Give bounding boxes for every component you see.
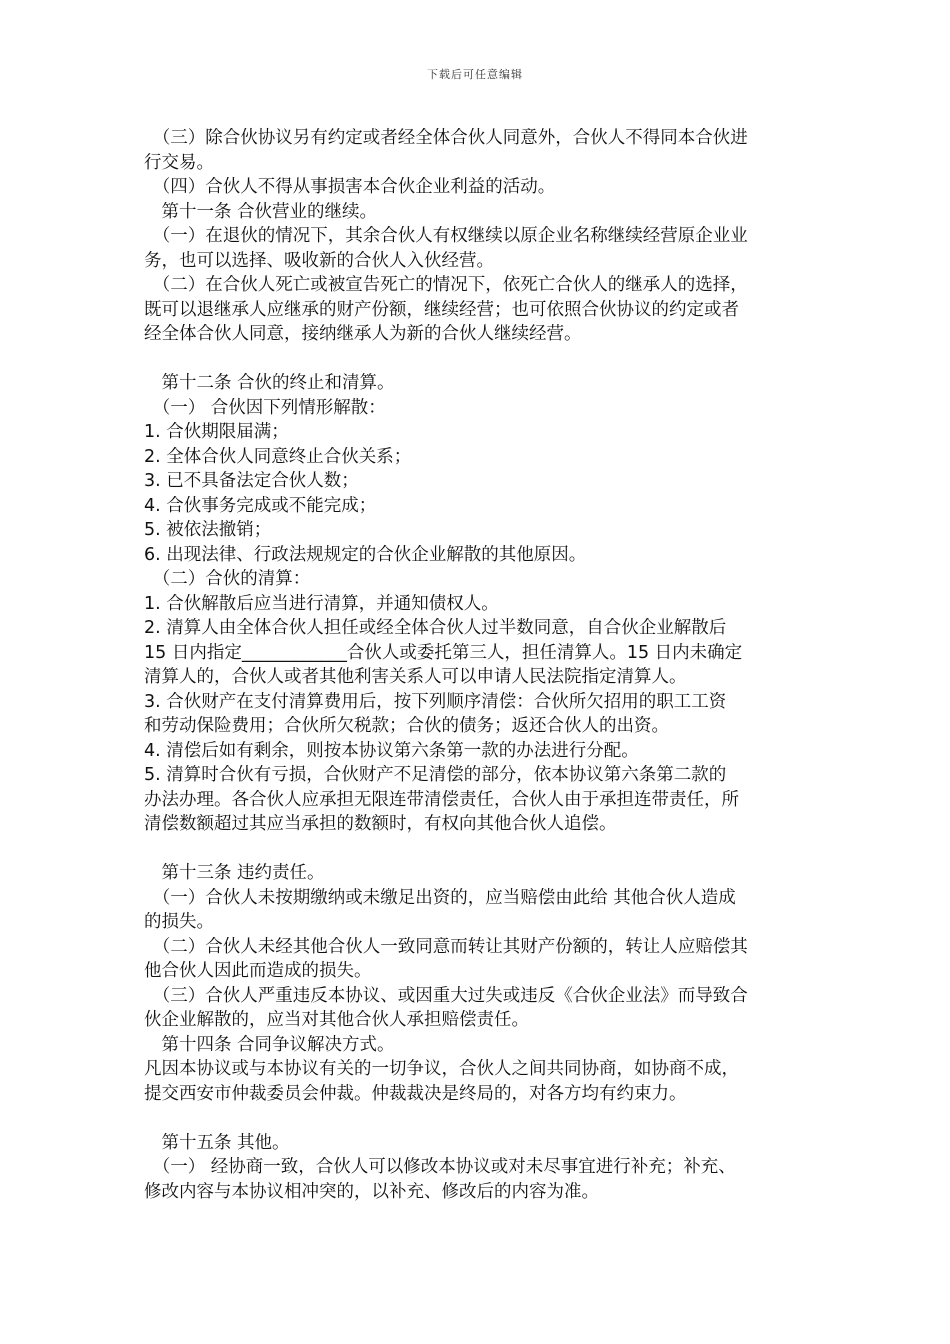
text-line: 5. 被依法撤销； <box>144 520 272 540</box>
text-line: 2. 全体合伙人同意终止合伙关系； <box>144 446 412 467</box>
text-line: （一） 经协商一致，合伙人可以修改本协议或对未尽事宜进行补充；补充、 <box>144 1157 736 1177</box>
text-line: 办法办理。各合伙人应承担无限连带清偿责任，合伙人由于承担连带责任，所 <box>144 789 739 810</box>
text-line: 第十五条 其他。 <box>144 1132 290 1153</box>
text-line: 3. 已不具备法定合伙人数； <box>144 471 359 491</box>
text-line: 3. 合伙财产在支付清算费用后，按下列顺序清偿：合伙所欠招用的职工工资 <box>144 691 727 712</box>
text-line: 经全体合伙人同意，接纳继承人为新的合伙人继续经营。 <box>144 324 582 344</box>
text-line: 15 日内指定____________合伙人或委托第三人，担任清算人。15 日内未确定 <box>144 642 743 663</box>
text-line: 的损失。 <box>144 912 214 932</box>
text-line: 他合伙人因此而造成的损失。 <box>144 961 372 981</box>
text-line: 伙企业解散的，应当对其他合伙人承担赔偿责任。 <box>144 1010 529 1030</box>
text-line: 行交易。 <box>144 152 214 173</box>
text-line: 5. 清算时合伙有亏损，合伙财产不足清偿的部分，依本协议第六条第二款的 <box>144 765 727 785</box>
text-line: （二）合伙的清算： <box>144 569 311 589</box>
text-line: （四）合伙人不得从事损害本合伙企业利益的活动。 <box>144 177 556 197</box>
text-line: 1. 合伙期限届满； <box>144 422 289 442</box>
text-line: 第十三条 违约责任。 <box>144 863 325 883</box>
text-line: 4. 合伙事务完成或不能完成； <box>144 495 377 516</box>
text-line: （一） 合伙因下列情形解散： <box>144 397 386 418</box>
text-line: 2. 清算人由全体合伙人担任或经全体合伙人过半数同意，自合伙企业解散后 <box>144 618 727 638</box>
text-line: 第十一条 合伙营业的继续。 <box>144 201 378 222</box>
text-line: （二）合伙人未经其他合伙人一致同意而转让其财产份额的，转让人应赔偿其 <box>144 936 748 957</box>
blank-line <box>144 347 812 372</box>
text-line: 既可以退继承人应继承的财产份额，继续经营；也可依照合伙协议的约定或者 <box>144 299 739 320</box>
text-line: （二）在合伙人死亡或被宣告死亡的情况下，依死亡合伙人的继承人的选择， <box>144 275 748 295</box>
text-line: 第十四条 合同争议解决方式。 <box>144 1034 395 1055</box>
text-line: 清偿数额超过其应当承担的数额时，有权向其他合伙人追偿。 <box>144 814 617 834</box>
blank-line <box>144 1106 812 1131</box>
document-body <box>144 126 812 1204</box>
page-header-note: 下载后可任意编辑 <box>427 68 523 81</box>
text-line: 提交西安市仲裁委员会仲裁。仲裁裁决是终局的，对各方均有约束力。 <box>144 1083 687 1104</box>
text-line: 务，也可以选择、吸收新的合伙人入伙经营。 <box>144 250 494 271</box>
text-line: 凡因本协议或与本协议有关的一切争议，合伙人之间共同协商，如协商不成， <box>144 1059 739 1079</box>
text-line: （三）合伙人严重违反本协议、或因重大过失或违反《合伙企业法》而导致合 <box>144 985 748 1006</box>
text-line: 和劳动保险费用；合伙所欠税款；合伙的债务；返还合伙人的出资。 <box>144 716 669 736</box>
text-line: （一）在退伙的情况下，其余合伙人有权继续以原企业名称继续经营原企业业 <box>144 226 748 246</box>
text-line: 清算人的，合伙人或者其他利害关系人可以申请人民法院指定清算人。 <box>144 667 687 687</box>
text-line: （一）合伙人未按期缴纳或未缴足出资的，应当赔偿由此给 其他合伙人造成 <box>144 887 736 908</box>
text-line: 6. 出现法律、行政法规规定的合伙企业解散的其他原因。 <box>144 544 587 565</box>
blank-line <box>144 837 812 862</box>
text-line: 4. 清偿后如有剩余，则按本协议第六条第一款的办法进行分配。 <box>144 740 639 761</box>
text-line: 修改内容与本协议相冲突的，以补充、修改后的内容为准。 <box>144 1181 599 1202</box>
text-line: 第十二条 合伙的终止和清算。 <box>144 373 395 393</box>
text-line: （三）除合伙协议另有约定或者经全体合伙人同意外，合伙人不得同本合伙进 <box>144 128 748 148</box>
text-line: 1. 合伙解散后应当进行清算，并通知债权人。 <box>144 593 499 614</box>
